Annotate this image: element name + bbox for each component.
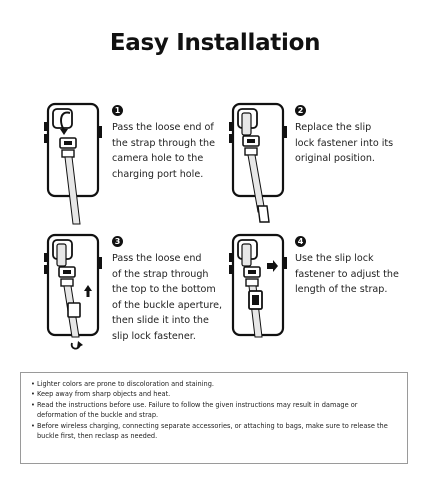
- step-text-line: lock fastener into its: [295, 137, 394, 149]
- step-1-number: 1: [112, 105, 123, 116]
- loose-slip-lock: [68, 303, 80, 317]
- step-text-line: fastener to adjust the: [295, 268, 399, 280]
- step-2-illustration: [229, 100, 289, 228]
- step-4-text: [295, 251, 399, 298]
- strap-loop: [242, 113, 251, 135]
- side-button: [284, 126, 287, 138]
- side-button: [229, 134, 232, 143]
- strap-end: [258, 206, 269, 222]
- step-2-number: 2: [295, 105, 306, 116]
- page-title: Easy Installation: [109, 30, 321, 56]
- side-button: [99, 257, 102, 269]
- buckle: [61, 279, 73, 286]
- buckle: [246, 279, 258, 286]
- side-button: [44, 265, 47, 274]
- step-1-illustration: [44, 100, 104, 228]
- caution-note: • Lighter colors are prone to discoloration and staining.: [31, 379, 399, 389]
- caution-note: • Read the instructions before use. Failure to follow the given instructions may result in damage or deformation of the buckle and strap.: [31, 400, 399, 421]
- step-text-line: then slide it into the: [112, 315, 209, 326]
- side-button: [284, 257, 287, 269]
- step-3-number: 3: [112, 236, 123, 247]
- step-1-text: [112, 120, 215, 182]
- strap-loop: [242, 244, 251, 266]
- side-button: [44, 122, 47, 131]
- side-button: [229, 253, 232, 262]
- side-button: [99, 126, 102, 138]
- buckle: [62, 150, 74, 157]
- strap-loop: [57, 244, 66, 266]
- step-text-line: the strap through the: [112, 137, 216, 149]
- step-text-line: length of the strap.: [295, 284, 388, 295]
- step-3-illustration: [44, 233, 104, 355]
- step-text-line: Pass the loose end of: [112, 122, 214, 133]
- step-text-line: of the buckle aperture,: [112, 299, 223, 311]
- step-text-line: charging port hole.: [112, 168, 204, 180]
- step-text-line: the top to the bottom: [112, 284, 216, 295]
- caution-notes-list: [31, 379, 399, 441]
- caution-note: • Keep away from sharp objects and heat.: [31, 389, 399, 399]
- side-button: [44, 253, 47, 262]
- step-text-line: Use the slip lock: [295, 253, 374, 264]
- step-3-text: [112, 251, 222, 344]
- step-4-illustration: [229, 233, 289, 355]
- side-button: [229, 122, 232, 131]
- buckle: [245, 148, 257, 155]
- step-text-line: Pass the loose end: [112, 253, 202, 264]
- caution-notes-box: [20, 372, 408, 464]
- step-text-line: Replace the slip: [295, 122, 372, 133]
- caution-note: • Before wireless charging, connecting separate accessories, or attaching to bags, make sure to release the buckle first, then reclasp as needed.: [31, 421, 399, 442]
- side-button: [229, 265, 232, 274]
- step-text-line: slip lock fastener.: [112, 330, 196, 342]
- step-2-text: [295, 120, 393, 167]
- side-button: [44, 134, 47, 143]
- step-text-line: original position.: [295, 153, 375, 164]
- step-text-line: of the strap through: [112, 268, 209, 280]
- step-4-number: 4: [295, 236, 306, 247]
- step-text-line: camera hole to the: [112, 153, 204, 164]
